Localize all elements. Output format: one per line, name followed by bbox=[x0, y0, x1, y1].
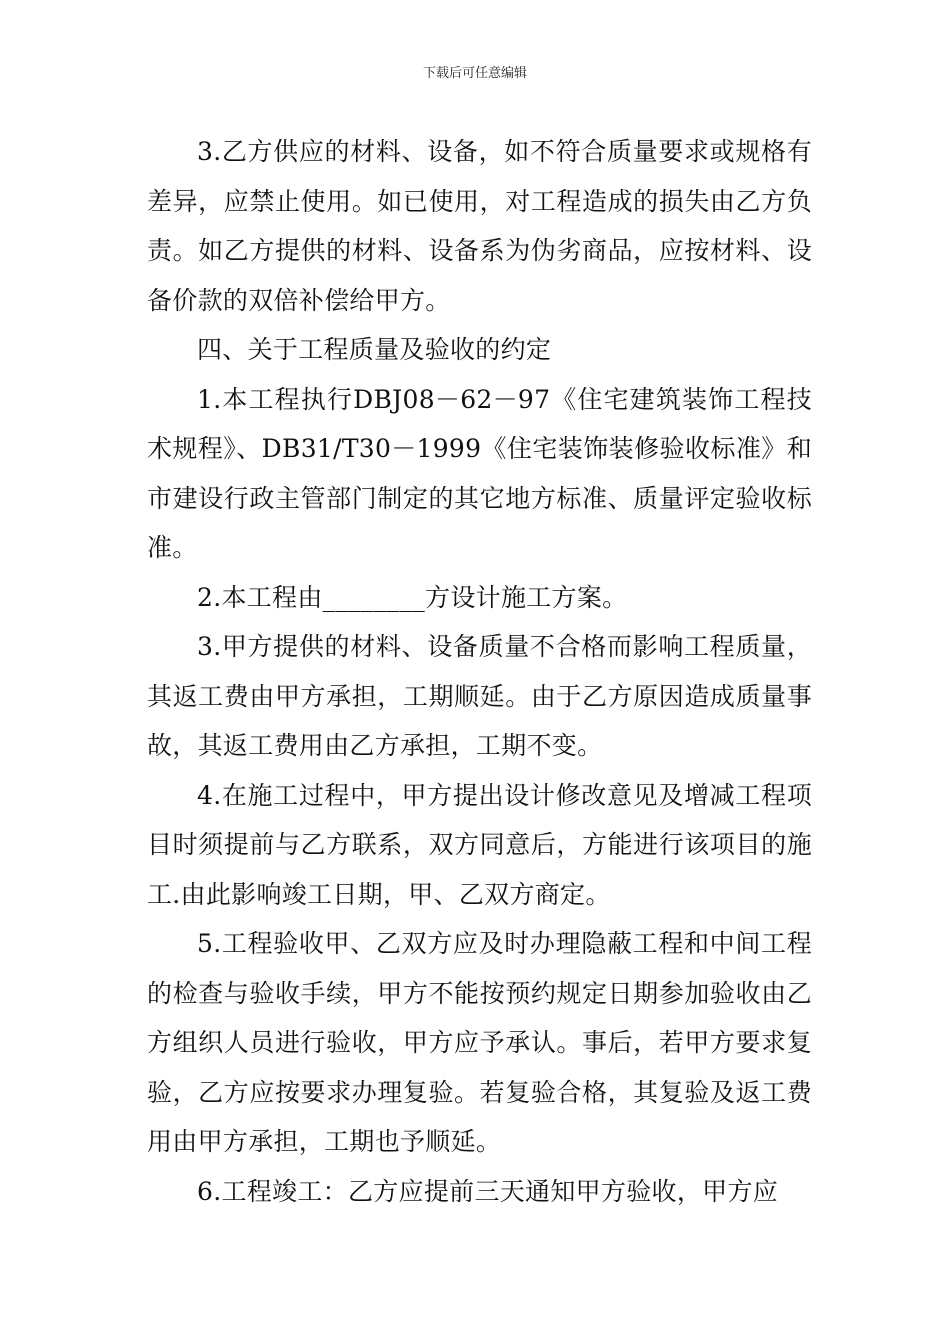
document-body bbox=[147, 127, 812, 1216]
paragraph-standards: 1.本工程执行DBJ08－62－97《住宅建筑装饰工程技术规程》、DB31/T30－1999《住宅装饰装修验收标准》和市建设行政主管部门制定的其它地方标准、质量评定验收标准。 bbox=[147, 384, 812, 562]
paragraph-design-changes: 4.在施工过程中，甲方提出设计修改意见及增减工程项目时须提前与乙方联系，双方同意后，方能进行该项目的施工.由此影响竣工日期，甲、乙双方商定。 bbox=[147, 780, 812, 909]
paragraph-rework-cost: 3.甲方提供的材料、设备质量不合格而影响工程质量，其返工费由甲方承担，工期顺延。由于乙方原因造成质量事故，其返工费用由乙方承担，工期不变。 bbox=[147, 632, 812, 760]
section-heading-quality-acceptance: 四、关于工程质量及验收的约定 bbox=[197, 335, 552, 364]
paragraph-design-party: 2.本工程由________方设计施工方案。 bbox=[197, 582, 628, 612]
paragraph-completion: 6.工程竣工：乙方应提前三天通知甲方验收，甲方应 bbox=[197, 1176, 779, 1206]
paragraph-inspection: 5.工程验收甲、乙双方应及时办理隐蔽工程和中间工程的检查与验收手续，甲方不能按预约规定日期参加验收由乙方组织人员进行验收，甲方应予承认。事后，若甲方要求复验，乙方应按要求办理复验。若复验合格，其复验及返工费用由甲方承担，工期也予顺延。 bbox=[147, 929, 812, 1156]
page-header: 下载后可任意编辑 bbox=[422, 66, 527, 81]
paragraph-material-quality: 3.乙方供应的材料、设备，如不符合质量要求或规格有差异，应禁止使用。如已使用，对工程造成的损失由乙方负责。如乙方提供的材料、设备系为伪劣商品，应按材料、设备价款的双倍补偿给甲方。 bbox=[147, 137, 812, 315]
